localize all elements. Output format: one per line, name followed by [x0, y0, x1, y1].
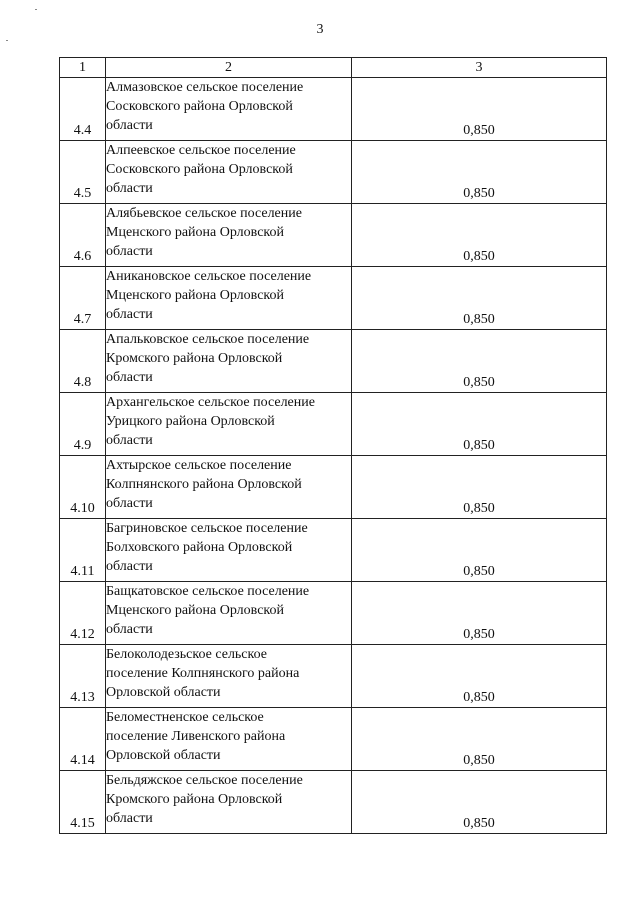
table-row — [60, 267, 607, 330]
settlement-name — [106, 393, 352, 456]
table-row — [60, 204, 607, 267]
settlement-name-line: Алябьевское сельское поселение — [106, 206, 302, 221]
table-row — [60, 771, 607, 834]
coefficient-value: 0,850 — [352, 456, 607, 519]
settlement-name-line: Мценского района Орловской — [106, 288, 284, 303]
settlement-name-line: области — [106, 244, 153, 259]
settlement-name-line: области — [106, 622, 153, 637]
settlement-name-line: Орловской области — [106, 748, 221, 763]
table-row — [60, 645, 607, 708]
row-number: 4.4 — [60, 78, 106, 141]
settlement-name-line: Сосковского района Орловской — [106, 99, 293, 114]
table-row — [60, 393, 607, 456]
coefficient-value: 0,850 — [352, 771, 607, 834]
table-row — [60, 330, 607, 393]
settlement-name-line: Ахтырское сельское поселение — [106, 458, 292, 473]
settlement-name-line: поселение Ливенского района — [106, 729, 286, 744]
coefficient-value: 0,850 — [352, 78, 607, 141]
row-number: 4.9 — [60, 393, 106, 456]
settlement-name-line: Апальковское сельское поселение — [106, 332, 310, 347]
table-row — [60, 78, 607, 141]
column-header-3: 3 — [352, 58, 607, 78]
row-number: 4.15 — [60, 771, 106, 834]
settlement-name-line: Колпнянского района Орловской — [106, 477, 302, 492]
row-number: 4.8 — [60, 330, 106, 393]
settlement-name-line: Аникановское сельское поселение — [106, 269, 312, 284]
settlement-name-line: Беломестненское сельское — [106, 710, 264, 725]
settlement-name-line: Багриновское сельское поселение — [106, 521, 308, 536]
coefficient-value: 0,850 — [352, 582, 607, 645]
settlement-name — [106, 330, 352, 393]
settlement-name-line: поселение Колпнянского района — [106, 666, 300, 681]
settlement-name-line: области — [106, 370, 153, 385]
settlement-name-line: Бельдяжское сельское поселение — [106, 773, 303, 788]
coefficient-value: 0,850 — [352, 141, 607, 204]
settlement-name — [106, 708, 352, 771]
settlement-name — [106, 78, 352, 141]
settlement-name — [106, 204, 352, 267]
table-row — [60, 708, 607, 771]
coefficient-value: 0,850 — [352, 393, 607, 456]
row-number: 4.14 — [60, 708, 106, 771]
row-number: 4.10 — [60, 456, 106, 519]
table-row — [60, 456, 607, 519]
row-number: 4.13 — [60, 645, 106, 708]
settlement-name-line: Сосковского района Орловской — [106, 162, 293, 177]
scan-speck — [6, 40, 8, 41]
settlement-name — [106, 771, 352, 834]
coefficient-value: 0,850 — [352, 645, 607, 708]
coefficient-value: 0,850 — [352, 519, 607, 582]
settlement-name-line: области — [106, 496, 153, 511]
settlement-name-line: Белоколодезьское сельское — [106, 647, 267, 662]
row-number: 4.11 — [60, 519, 106, 582]
coefficient-value: 0,850 — [352, 267, 607, 330]
settlement-name-line: области — [106, 559, 153, 574]
settlement-name-line: Орловской области — [106, 685, 221, 700]
table-row — [60, 141, 607, 204]
settlement-name-line: области — [106, 118, 153, 133]
table-header-row — [60, 58, 607, 78]
settlement-name-line: области — [106, 181, 153, 196]
settlement-name-line: области — [106, 811, 153, 826]
column-header-2: 2 — [106, 58, 352, 78]
table-row — [60, 519, 607, 582]
settlement-name-line: Алпеевское сельское поселение — [106, 143, 296, 158]
scan-speck — [35, 9, 37, 10]
row-number: 4.6 — [60, 204, 106, 267]
coefficient-value: 0,850 — [352, 708, 607, 771]
column-header-1: 1 — [60, 58, 106, 78]
coefficient-value: 0,850 — [352, 204, 607, 267]
settlement-name-line: Мценского района Орловской — [106, 603, 284, 618]
settlement-name-line: Архангельское сельское поселение — [106, 395, 315, 410]
coefficient-value: 0,850 — [352, 330, 607, 393]
settlement-name-line: Кромского района Орловской — [106, 792, 283, 807]
settlement-name-line: Урицкого района Орловской — [106, 414, 275, 429]
row-number: 4.12 — [60, 582, 106, 645]
table-row — [60, 582, 607, 645]
settlement-name-line: Бащкатовское сельское поселение — [106, 584, 310, 599]
settlement-name-line: Мценского района Орловской — [106, 225, 284, 240]
settlement-name-line: Болховского района Орловской — [106, 540, 293, 555]
settlement-name — [106, 519, 352, 582]
settlement-name — [106, 267, 352, 330]
settlement-name — [106, 645, 352, 708]
settlement-name — [106, 141, 352, 204]
settlement-name-line: области — [106, 433, 153, 448]
row-number: 4.5 — [60, 141, 106, 204]
settlement-name-line: области — [106, 307, 153, 322]
settlement-name — [106, 456, 352, 519]
row-number: 4.7 — [60, 267, 106, 330]
document-table — [59, 57, 607, 834]
settlement-name — [106, 582, 352, 645]
settlement-name-line: Кромского района Орловской — [106, 351, 283, 366]
page-number: 3 — [316, 22, 324, 37]
settlement-name-line: Алмазовское сельское поселение — [106, 80, 304, 95]
